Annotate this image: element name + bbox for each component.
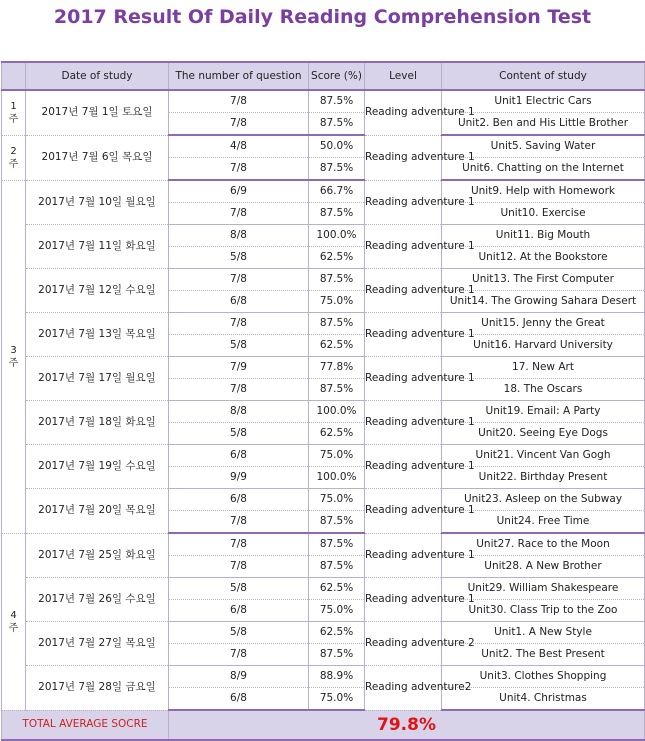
score-value: 87.5% [309, 556, 365, 578]
question-count: 7/9 [169, 357, 309, 379]
study-content: Unit24. Free Time [442, 511, 645, 534]
score-value: 100.0% [309, 225, 365, 247]
level-value: Reading adventure 1 [365, 90, 442, 135]
level-value: Reading adventure 2 [365, 622, 442, 666]
study-content: Unit1 Electric Cars [442, 90, 645, 113]
study-date: 2017년 7월 26일 수요일 [26, 578, 169, 622]
score-value: 87.5% [309, 269, 365, 291]
table-row [2, 313, 645, 335]
study-date: 2017년 7월 25일 화요일 [26, 533, 169, 578]
score-value: 62.5% [309, 423, 365, 445]
question-count: 7/8 [169, 113, 309, 136]
study-date: 2017년 7월 1일 토요일 [26, 90, 169, 135]
week-label: 1 주 [2, 90, 26, 135]
question-count: 8/8 [169, 401, 309, 423]
level-value: Reading adventure 1 [365, 180, 442, 225]
question-count: 5/8 [169, 578, 309, 600]
study-content: Unit10. Exercise [442, 203, 645, 225]
total-average-value: 79.8% [169, 710, 645, 740]
table-row [2, 445, 645, 467]
study-content: Unit22. Birthday Present [442, 467, 645, 489]
study-date: 2017년 7월 11일 화요일 [26, 225, 169, 269]
table-row [2, 225, 645, 247]
score-value: 75.0% [309, 445, 365, 467]
study-content: Unit1. A New Style [442, 622, 645, 644]
study-content: Unit13. The First Computer [442, 269, 645, 291]
study-content: Unit15. Jenny the Great [442, 313, 645, 335]
level-value: Reading adventure 1 [365, 533, 442, 578]
study-content: 18. The Oscars [442, 379, 645, 401]
question-count: 7/8 [169, 644, 309, 666]
question-count: 8/9 [169, 666, 309, 688]
study-content: Unit14. The Growing Sahara Desert [442, 291, 645, 313]
score-header: Score (%) [309, 62, 365, 90]
study-content: Unit11. Big Mouth [442, 225, 645, 247]
score-value: 87.5% [309, 90, 365, 113]
level-value: Reading adventure 1 [365, 401, 442, 445]
score-value: 75.0% [309, 291, 365, 313]
study-content: 17. New Art [442, 357, 645, 379]
week-label: 3 주 [2, 180, 26, 533]
study-date: 2017년 7월 6일 목요일 [26, 135, 169, 180]
score-value: 77.8% [309, 357, 365, 379]
score-value: 87.5% [309, 511, 365, 534]
level-value: Reading adventure 1 [365, 445, 442, 489]
study-content: Unit28. A New Brother [442, 556, 645, 578]
total-average-label: TOTAL AVERAGE SOCRE [2, 710, 169, 740]
study-date: 2017년 7월 13일 목요일 [26, 313, 169, 357]
week-label: 2 주 [2, 135, 26, 180]
week-header [2, 62, 26, 90]
study-date: 2017년 7월 27일 목요일 [26, 622, 169, 666]
question-count: 7/8 [169, 203, 309, 225]
table-row [2, 578, 645, 600]
score-value: 87.5% [309, 313, 365, 335]
study-content: Unit19. Email: A Party [442, 401, 645, 423]
content-header: Content of study [442, 62, 645, 90]
study-date: 2017년 7월 12일 수요일 [26, 269, 169, 313]
question-count: 7/8 [169, 379, 309, 401]
study-content: Unit2. Ben and His Little Brother [442, 113, 645, 136]
question-count: 7/8 [169, 556, 309, 578]
question-count: 6/8 [169, 445, 309, 467]
table-row [2, 269, 645, 291]
week-label: 4 주 [2, 533, 26, 710]
study-content: Unit20. Seeing Eye Dogs [442, 423, 645, 445]
question-count: 4/8 [169, 135, 309, 158]
report-title: 2017 Result Of Daily Reading Comprehension Test [53, 6, 592, 28]
study-content: Unit23. Asleep on the Subway [442, 489, 645, 511]
study-content: Unit9. Help with Homework [442, 180, 645, 203]
question-count: 9/9 [169, 467, 309, 489]
study-content: Unit2. The Best Present [442, 644, 645, 666]
score-value: 62.5% [309, 247, 365, 269]
table-row [2, 533, 645, 556]
study-content: Unit29. William Shakespeare [442, 578, 645, 600]
level-value: Reading adventure 1 [365, 357, 442, 401]
question-count: 7/8 [169, 269, 309, 291]
question-count: 5/8 [169, 423, 309, 445]
question-count: 5/8 [169, 247, 309, 269]
question-count: 7/8 [169, 533, 309, 556]
score-value: 75.0% [309, 688, 365, 711]
study-content: Unit16. Harvard University [442, 335, 645, 357]
level-value: Reading adventure 1 [365, 578, 442, 622]
score-value: 87.5% [309, 533, 365, 556]
question-count: 6/9 [169, 180, 309, 203]
question-count: 7/8 [169, 313, 309, 335]
study-date: 2017년 7월 17일 월요일 [26, 357, 169, 401]
question-count: 6/8 [169, 688, 309, 711]
score-value: 87.5% [309, 158, 365, 181]
questions-header: The number of question [169, 62, 309, 90]
score-value: 62.5% [309, 622, 365, 644]
level-value: Reading adventure 1 [365, 313, 442, 357]
study-date: 2017년 7월 20일 목요일 [26, 489, 169, 534]
score-value: 75.0% [309, 489, 365, 511]
level-header: Level [365, 62, 442, 90]
table-row [2, 90, 645, 113]
study-content: Unit4. Christmas [442, 688, 645, 711]
table-row [2, 666, 645, 688]
question-count: 7/8 [169, 90, 309, 113]
score-value: 100.0% [309, 401, 365, 423]
level-value: Reading adventure 1 [365, 269, 442, 313]
table-row [2, 401, 645, 423]
score-value: 100.0% [309, 467, 365, 489]
score-value: 62.5% [309, 335, 365, 357]
study-content: Unit12. At the Bookstore [442, 247, 645, 269]
results-body [2, 90, 645, 710]
level-value: Reading adventure2 [365, 666, 442, 711]
table-row [2, 489, 645, 511]
score-value: 87.5% [309, 203, 365, 225]
study-content: Unit6. Chatting on the Internet [442, 158, 645, 181]
date-header: Date of study [26, 62, 169, 90]
study-content: Unit30. Class Trip to the Zoo [442, 600, 645, 622]
question-count: 7/8 [169, 158, 309, 181]
level-value: Reading adventure 1 [365, 225, 442, 269]
results-table [1, 61, 645, 741]
study-content: Unit3. Clothes Shopping [442, 666, 645, 688]
header-row [2, 62, 645, 90]
table-row [2, 357, 645, 379]
level-value: Reading adventure 1 [365, 135, 442, 180]
table-row [2, 622, 645, 644]
score-value: 87.5% [309, 113, 365, 136]
study-content: Unit27. Race to the Moon [442, 533, 645, 556]
score-value: 62.5% [309, 578, 365, 600]
score-value: 88.9% [309, 666, 365, 688]
question-count: 7/8 [169, 511, 309, 534]
score-value: 50.0% [309, 135, 365, 158]
study-content: Unit5. Saving Water [442, 135, 645, 158]
study-date: 2017년 7월 18일 화요일 [26, 401, 169, 445]
study-date: 2017년 7월 10일 월요일 [26, 180, 169, 225]
question-count: 6/8 [169, 291, 309, 313]
score-value: 75.0% [309, 600, 365, 622]
table-row [2, 180, 645, 203]
question-count: 6/8 [169, 600, 309, 622]
score-value: 87.5% [309, 644, 365, 666]
table-row [2, 135, 645, 158]
total-row [2, 710, 645, 740]
score-value: 66.7% [309, 180, 365, 203]
score-value: 87.5% [309, 379, 365, 401]
level-value: Reading adventure 1 [365, 489, 442, 534]
question-count: 6/8 [169, 489, 309, 511]
question-count: 8/8 [169, 225, 309, 247]
study-date: 2017년 7월 28일 금요일 [26, 666, 169, 711]
study-date: 2017년 7월 19일 수요일 [26, 445, 169, 489]
study-content: Unit21. Vincent Van Gogh [442, 445, 645, 467]
question-count: 5/8 [169, 335, 309, 357]
question-count: 5/8 [169, 622, 309, 644]
